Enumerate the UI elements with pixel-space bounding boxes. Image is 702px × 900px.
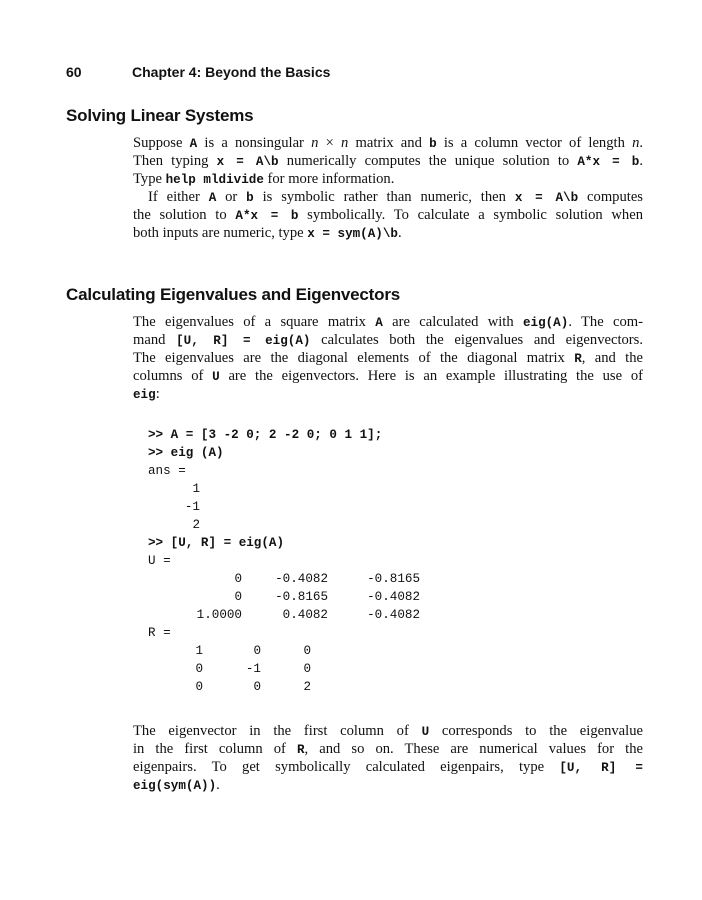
text-run: . <box>397 225 402 241</box>
text-run: matrix and <box>348 135 430 151</box>
paragraph-eigen-intro <box>133 313 643 403</box>
text-line <box>133 776 643 794</box>
chapter-title: Chapter 4: Beyond the Basics <box>132 64 331 80</box>
code-R: R <box>574 352 582 366</box>
text-run: eigenpairs. To get symbolically calculated eigenpairs, type <box>133 759 560 775</box>
code-R: R <box>296 743 305 757</box>
text-line <box>133 152 643 170</box>
command-line: >> eig (A) <box>148 446 224 460</box>
text-line <box>133 134 643 152</box>
u-cell: -0.4082 <box>275 572 328 586</box>
page-number: 60 <box>66 64 82 80</box>
r-cell: 1 <box>195 644 203 658</box>
text-run: the solution to <box>133 207 236 223</box>
code-snippet: A*x = b <box>235 209 299 223</box>
output-label: R = <box>148 626 171 640</box>
text-run: : <box>155 386 160 402</box>
text-run: both inputs are numeric, type <box>133 225 308 241</box>
text-run: calculates both the eigenvalues and eigenvectors. <box>310 332 643 348</box>
code-snippet: A*x = b <box>577 155 640 169</box>
text-run: are the eigenvectors. Here is an example illustrating the use of <box>219 368 643 384</box>
text-run: . <box>639 153 643 169</box>
code-snippet: x = sym(A)\b <box>307 227 398 241</box>
text-run: is a column vector of length <box>436 135 633 151</box>
text-run: in the first column of <box>133 741 297 757</box>
u-cell: -0.4082 <box>367 608 420 622</box>
r-cell: 0 <box>253 680 261 694</box>
text-run: The eigenvalues of a square matrix <box>133 314 376 330</box>
text-run: numerically computes the unique solution to <box>278 153 578 169</box>
text-run: computes <box>578 189 643 205</box>
code-snippet: eig(A) <box>522 316 569 330</box>
r-cell: -1 <box>245 662 261 676</box>
text-line <box>133 206 643 224</box>
r-cell: 0 <box>303 662 311 676</box>
code-A: A <box>189 137 198 151</box>
text-run: . The com- <box>568 314 643 330</box>
u-cell: 0.4082 <box>282 608 328 622</box>
text-run: is a nonsingular <box>197 135 312 151</box>
code-b: b <box>429 137 437 151</box>
text-run: Then typing <box>133 153 217 169</box>
code-snippet: x = A\b <box>216 155 279 169</box>
output-label: U = <box>148 554 171 568</box>
text-line <box>133 170 643 188</box>
text-run: , and so on. These are numerical values for the <box>304 741 643 757</box>
text-run: symbolically. To calculate a symbolic solution when <box>298 207 643 223</box>
u-cell: 1.0000 <box>196 608 242 622</box>
u-cell: -0.8165 <box>275 590 328 604</box>
command-line: >> A = [3 -2 0; 2 -2 0; 0 1 1]; <box>148 428 383 442</box>
u-cell: 0 <box>234 590 242 604</box>
text-run: Type <box>133 171 166 187</box>
code-b: b <box>246 191 254 205</box>
text-run: The eigenvector in the first column of <box>133 723 422 739</box>
text-run: columns of <box>133 368 213 384</box>
text-run: Suppose <box>133 135 190 151</box>
text-line <box>133 758 643 776</box>
r-cell: 0 <box>253 644 261 658</box>
text-line <box>133 367 643 385</box>
r-cell: 0 <box>195 662 203 676</box>
ans-value: 2 <box>192 518 200 532</box>
r-cell: 2 <box>303 680 311 694</box>
math-times: × <box>318 135 342 151</box>
code-U: U <box>421 725 430 739</box>
ans-value: -1 <box>184 500 200 514</box>
text-run: , and the <box>581 350 643 366</box>
text-run: is symbolic rather than numeric, then <box>253 189 515 205</box>
text-run: mand <box>133 332 177 348</box>
text-line <box>133 331 643 349</box>
u-cell: -0.8165 <box>367 572 420 586</box>
text-run: corresponds to the eigenvalue <box>429 723 643 739</box>
code-snippet: x = A\b <box>514 191 579 205</box>
u-cell: 0 <box>234 572 242 586</box>
code-A: A <box>375 316 383 330</box>
text-run: The eigenvalues are the diagonal elements of the diagonal matrix <box>133 350 575 366</box>
text-line <box>133 224 643 242</box>
section-title-eigenvalues: Calculating Eigenvalues and Eigenvectors <box>66 285 400 304</box>
ans-value: 1 <box>192 482 200 496</box>
u-cell: -0.4082 <box>367 590 420 604</box>
text-line <box>133 313 643 331</box>
code-snippet: [U, R] = <box>559 761 643 775</box>
code-snippet: help mldivide <box>165 173 264 187</box>
code-snippet: eig <box>133 388 156 402</box>
text-line <box>133 740 643 758</box>
code-U: U <box>212 370 220 384</box>
text-line <box>133 722 643 740</box>
text-run: If either <box>148 189 209 205</box>
text-run: . <box>216 777 220 793</box>
text-run: or <box>216 189 247 205</box>
math-n: n <box>632 135 640 151</box>
code-snippet: [U, R] = eig(A) <box>176 334 311 348</box>
output-label: ans = <box>148 464 186 478</box>
paragraph-eigen-conclusion <box>133 722 643 794</box>
r-cell: 0 <box>303 644 311 658</box>
text-line <box>133 188 643 206</box>
math-n: n <box>341 135 349 151</box>
text-run: . <box>639 135 644 151</box>
paragraph-linear-systems-2 <box>133 188 643 242</box>
math-n: n <box>311 135 319 151</box>
code-A: A <box>208 191 217 205</box>
text-run: are calculated with <box>382 314 523 330</box>
paragraph-linear-systems-1 <box>133 134 643 188</box>
text-line <box>133 349 643 367</box>
r-cell: 0 <box>195 680 203 694</box>
command-line: >> [U, R] = eig(A) <box>148 536 285 550</box>
text-run: for more information. <box>263 171 395 187</box>
code-snippet: eig(sym(A)) <box>133 779 217 793</box>
text-line <box>133 385 643 403</box>
running-head <box>0 64 702 82</box>
section-title-linear-systems: Solving Linear Systems <box>66 106 254 125</box>
